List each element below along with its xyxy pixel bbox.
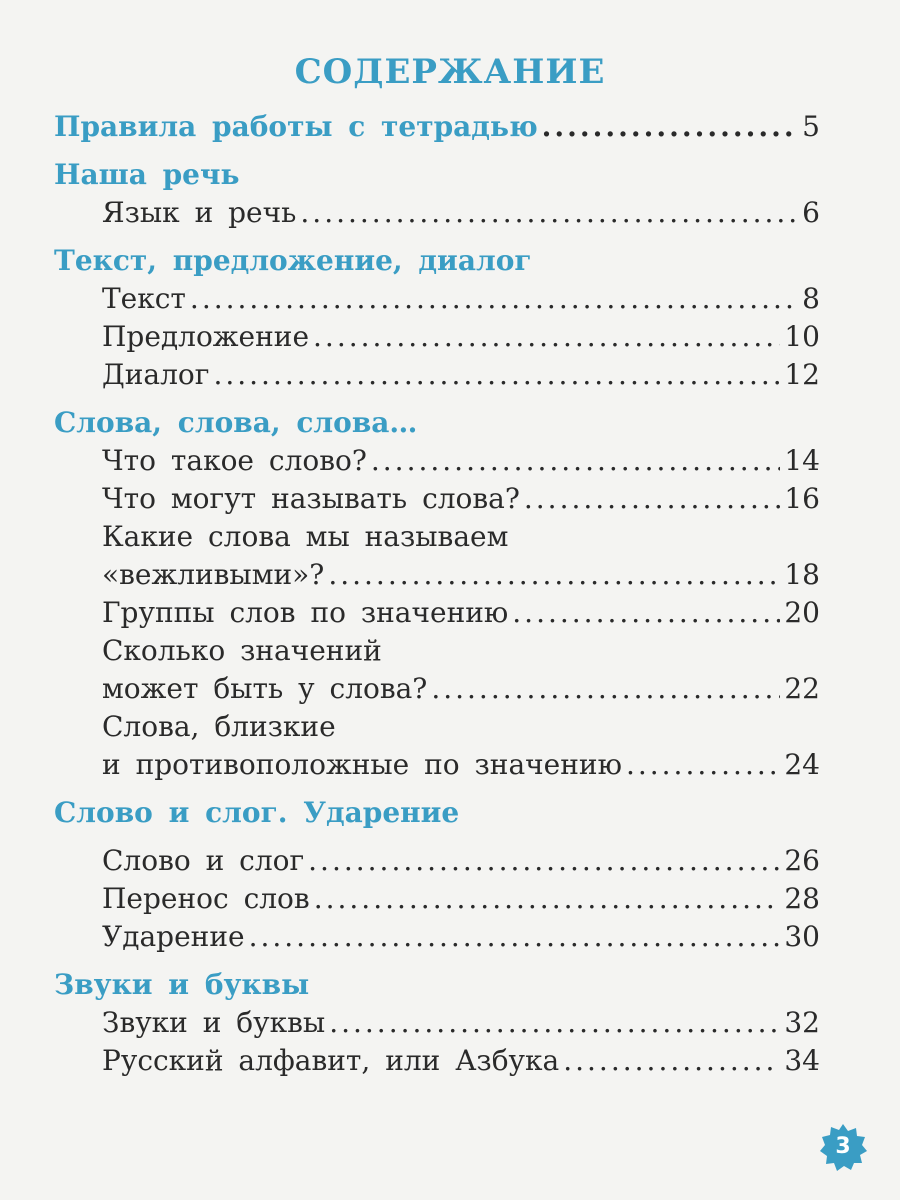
dot-leader bbox=[313, 318, 780, 356]
toc-entry-page: 30 bbox=[784, 920, 820, 953]
toc-entry-page: 20 bbox=[784, 596, 820, 629]
page-number: 3 bbox=[835, 1134, 851, 1159]
dot-leader bbox=[308, 842, 780, 880]
toc-entry[interactable] bbox=[54, 842, 820, 880]
toc-entry-page: 34 bbox=[784, 1044, 820, 1077]
section-heading-speech: Наша речь bbox=[54, 158, 240, 191]
dot-leader bbox=[249, 918, 781, 956]
table-of-contents bbox=[54, 108, 820, 1080]
dot-leader bbox=[512, 594, 780, 632]
toc-entry-label: Слово и слог bbox=[102, 844, 305, 877]
dot-leader bbox=[371, 442, 780, 480]
toc-entry[interactable] bbox=[54, 480, 820, 518]
toc-entry-page: 8 bbox=[802, 282, 820, 315]
section-heading-sounds: Звуки и буквы bbox=[54, 968, 310, 1001]
section-heading-syllable: Слово и слог. Ударение bbox=[54, 796, 460, 829]
toc-entry-label: Что могут называть слова? bbox=[102, 482, 520, 515]
toc-entry-page: 26 bbox=[784, 844, 820, 877]
dot-leader bbox=[213, 356, 780, 394]
toc-entry[interactable] bbox=[54, 280, 820, 318]
toc-entry-label: может быть у слова? bbox=[102, 672, 428, 705]
toc-entry-label: Перенос слов bbox=[102, 882, 310, 915]
toc-entry-label: Звуки и буквы bbox=[102, 1006, 326, 1039]
dot-leader bbox=[190, 280, 798, 318]
dot-leader bbox=[626, 746, 780, 784]
dot-leader bbox=[300, 194, 798, 232]
toc-entry-first-line: Слова, близкие bbox=[102, 710, 336, 743]
toc-entry-page: 14 bbox=[784, 444, 820, 477]
dot-leader bbox=[563, 1042, 780, 1080]
toc-entry[interactable] bbox=[54, 594, 820, 632]
toc-entry-rules[interactable] bbox=[54, 108, 820, 146]
toc-entry-first-line: Какие слова мы называем bbox=[102, 520, 509, 553]
toc-entry[interactable] bbox=[54, 442, 820, 480]
toc-entry[interactable] bbox=[54, 318, 820, 356]
toc-entry-label: Язык и речь bbox=[102, 196, 297, 229]
toc-entry-page: 24 bbox=[784, 748, 820, 781]
toc-entry-page: 10 bbox=[784, 320, 820, 353]
dot-leader bbox=[542, 108, 799, 146]
toc-entry[interactable] bbox=[54, 556, 820, 594]
toc-entry-page: 18 bbox=[784, 558, 820, 591]
toc-entry-label: Правила работы с тетрадью bbox=[54, 110, 538, 143]
toc-entry-label: «вежливыми»? bbox=[102, 558, 325, 591]
toc-entry-label: и противоположные по значению bbox=[102, 748, 622, 781]
toc-entry[interactable] bbox=[54, 746, 820, 784]
dot-leader bbox=[328, 556, 780, 594]
toc-entry-label: Диалог bbox=[102, 358, 210, 391]
toc-entry-page: 32 bbox=[784, 1006, 820, 1039]
section-heading-text: Текст, предложение, диалог bbox=[54, 244, 532, 277]
toc-entry-label: Группы слов по значению bbox=[102, 596, 509, 629]
toc-entry-label: Предложение bbox=[102, 320, 310, 353]
toc-entry-label: Русский алфавит, или Азбука bbox=[102, 1044, 560, 1077]
toc-entry-label: Что такое слово? bbox=[102, 444, 367, 477]
toc-entry-label: Ударение bbox=[102, 920, 245, 953]
toc-entry-page: 12 bbox=[784, 358, 820, 391]
dot-leader bbox=[431, 670, 780, 708]
toc-entry-page: 16 bbox=[784, 482, 820, 515]
toc-entry[interactable] bbox=[54, 1042, 820, 1080]
toc-entry-page: 6 bbox=[802, 196, 820, 229]
dot-leader bbox=[524, 480, 780, 518]
toc-entry[interactable] bbox=[54, 194, 820, 232]
toc-entry[interactable] bbox=[54, 670, 820, 708]
toc-entry-first-line: Сколько значений bbox=[102, 634, 382, 667]
toc-entry[interactable] bbox=[54, 880, 820, 918]
dot-leader bbox=[314, 880, 781, 918]
dot-leader bbox=[329, 1004, 780, 1042]
toc-entry-page: 22 bbox=[784, 672, 820, 705]
toc-entry-page: 5 bbox=[802, 110, 820, 143]
toc-entry[interactable] bbox=[54, 356, 820, 394]
section-heading-words: Слова, слова, слова… bbox=[54, 406, 418, 439]
page-title: СОДЕРЖАНИЕ bbox=[294, 52, 606, 92]
toc-entry[interactable] bbox=[54, 1004, 820, 1042]
toc-entry-label: Текст bbox=[102, 282, 186, 315]
toc-entry[interactable] bbox=[54, 918, 820, 956]
toc-entry-page: 28 bbox=[784, 882, 820, 915]
